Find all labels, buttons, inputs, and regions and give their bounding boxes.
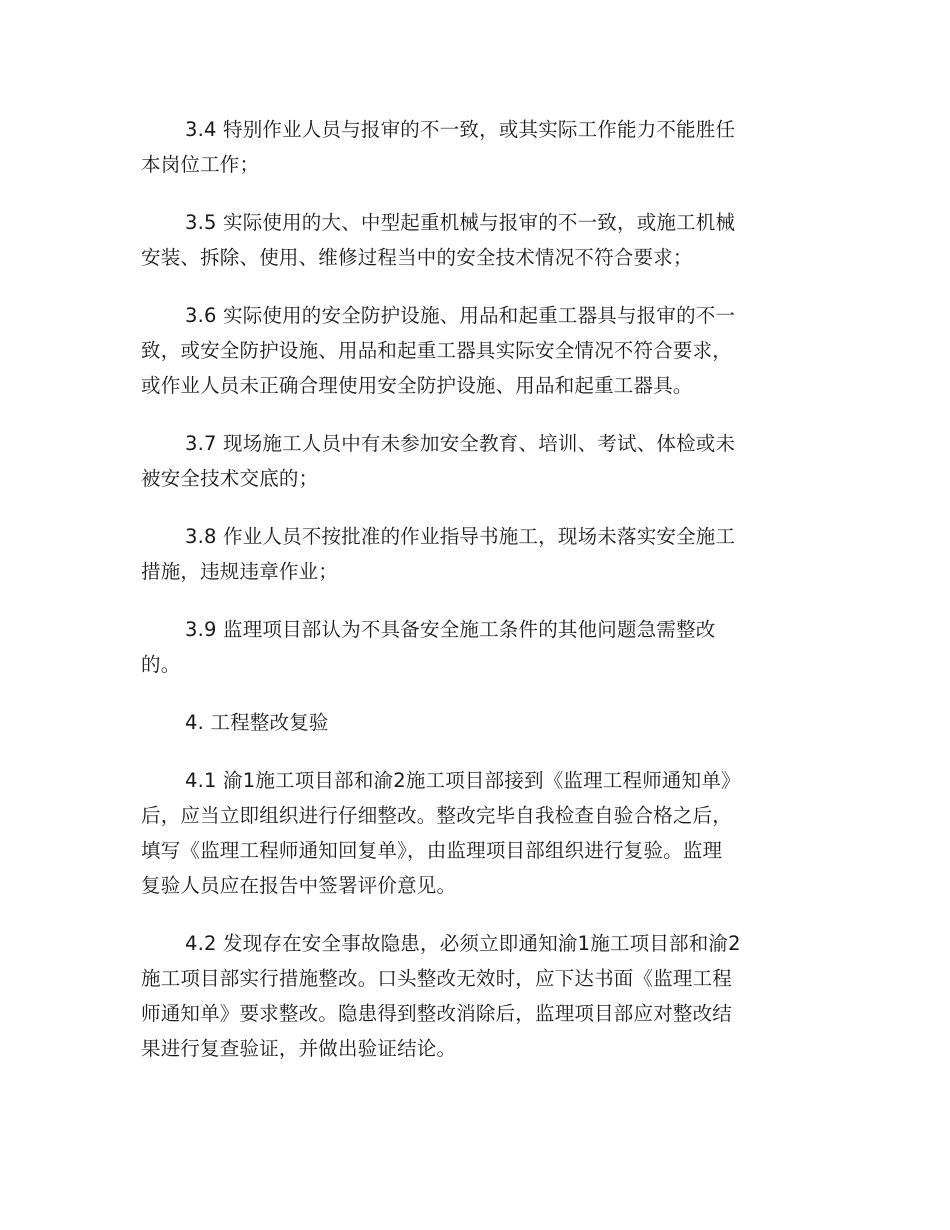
text-line: 施工项目部实行措施整改。口头整改无效时，应下达书面《监理工程 <box>141 967 733 990</box>
paragraph-4-1 <box>141 763 813 903</box>
text-line: 师通知单》要求整改。隐患得到整改消除后，监理项目部应对整改结 <box>141 1002 733 1025</box>
paragraph-3-5 <box>141 205 813 275</box>
paragraph-3-4 <box>141 112 813 182</box>
text-line: 填写《监理工程师通知回复单》，由监理项目部组织进行复验。监理 <box>141 839 723 862</box>
section-heading-4 <box>141 705 813 740</box>
text-line: 3.6 实际使用的安全防护设施、用品和起重工器具与报审的不一 <box>185 304 736 327</box>
paragraph-3-7 <box>141 426 813 496</box>
text-line: 复验人员应在报告中签署评价意见。 <box>141 874 457 897</box>
text-line: 3.8 作业人员不按批准的作业指导书施工，现场未落实安全施工 <box>185 525 736 548</box>
document-body <box>141 112 813 1066</box>
text-line: 的。 <box>141 653 181 676</box>
text-line: 3.9 监理项目部认为不具备安全施工条件的其他问题急需整改 <box>185 618 716 641</box>
paragraph-3-8 <box>141 519 813 589</box>
paragraph-4-2 <box>141 926 813 1066</box>
paragraph-3-9 <box>141 612 813 682</box>
text-line: 后，应当立即组织进行仔细整改。整改完毕自我检查自验合格之后， <box>141 804 733 827</box>
text-line: 安装、拆除、使用、维修过程当中的安全技术情况不符合要求； <box>141 246 693 269</box>
text-line: 4.1 渝1施工项目部和渝2施工项目部接到《监理工程师通知单》 <box>185 769 741 792</box>
text-line: 4.2 发现存在安全事故隐患，必须立即通知渝1施工项目部和渝2 <box>185 932 741 955</box>
text-line: 3.7 现场施工人员中有未参加安全教育、培训、考试、体检或未 <box>185 432 736 455</box>
text-line: 被安全技术交底的； <box>141 467 319 490</box>
heading-line: 4. 工程整改复验 <box>185 711 329 734</box>
paragraph-3-6 <box>141 298 813 403</box>
text-line: 3.4 特别作业人员与报审的不一致，或其实际工作能力不能胜任 <box>185 118 736 141</box>
text-line: 措施，违规违章作业； <box>141 560 339 583</box>
text-line: 果进行复查验证，并做出验证结论。 <box>141 1037 457 1060</box>
text-line: 或作业人员未正确合理使用安全防护设施、用品和起重工器具。 <box>141 374 693 397</box>
text-line: 3.5 实际使用的大、中型起重机械与报审的不一致，或施工机械 <box>185 211 736 234</box>
text-line: 本岗位工作； <box>141 153 260 176</box>
text-line: 致，或安全防护设施、用品和起重工器具实际安全情况不符合要求， <box>141 339 733 362</box>
